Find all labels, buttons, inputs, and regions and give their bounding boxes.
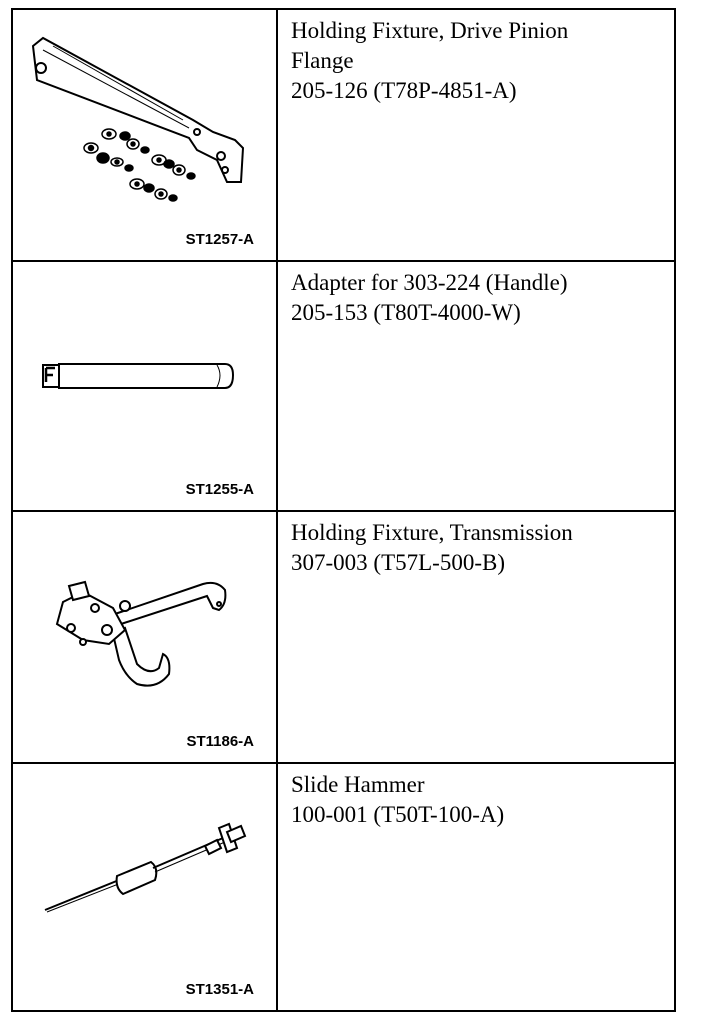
special-tools-table (11, 8, 676, 1012)
illustration-cell (13, 262, 278, 510)
tool-description (278, 10, 674, 260)
illustration-cell (13, 764, 278, 1010)
illustration-cell (13, 10, 278, 260)
tool-name: Holding Fixture, Transmission (291, 520, 573, 545)
handle-adapter-icon (13, 262, 276, 510)
tool-name: Slide Hammer (291, 772, 425, 797)
illustration-id: ST1257-A (185, 231, 254, 248)
tool-name: Holding Fixture, Drive Pinion (291, 18, 569, 43)
holding-fixture-pinion-flange-icon (13, 10, 276, 260)
tool-name: Adapter for 303-224 (Handle) (291, 270, 568, 295)
table-row (13, 262, 674, 512)
tool-description (278, 262, 674, 510)
tool-number: 307-003 (T57L-500-B) (291, 550, 505, 575)
slide-hammer-icon (13, 764, 276, 1008)
table-row (13, 10, 674, 262)
tool-description (278, 764, 674, 1010)
table-row (13, 764, 674, 1010)
table-row (13, 512, 674, 764)
illustration-cell (13, 512, 278, 762)
tool-name-cont: Flange (291, 48, 354, 73)
holding-fixture-transmission-icon (13, 512, 276, 762)
illustration-id: ST1255-A (185, 481, 254, 498)
illustration-id: ST1186-A (186, 733, 254, 750)
tool-description (278, 512, 674, 762)
tool-number: 205-153 (T80T-4000-W) (291, 300, 521, 325)
tool-number: 205-126 (T78P-4851-A) (291, 78, 517, 103)
illustration-id: ST1351-A (185, 981, 254, 998)
tool-number: 100-001 (T50T-100-A) (291, 802, 505, 827)
